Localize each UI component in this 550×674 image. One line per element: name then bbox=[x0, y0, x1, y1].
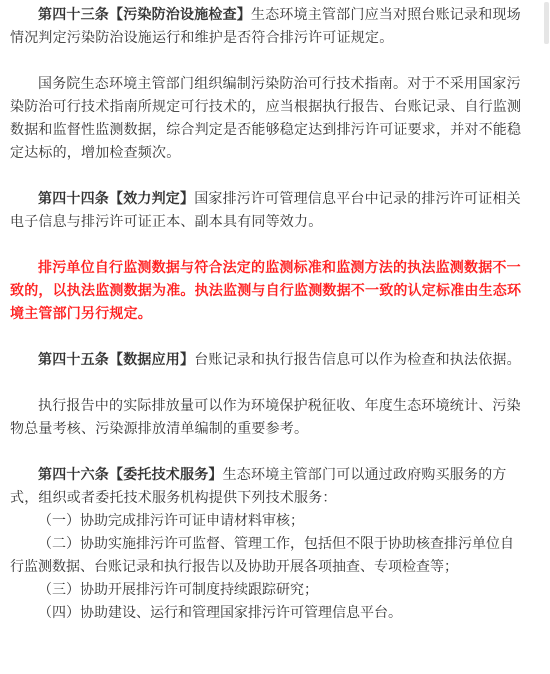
article-43 bbox=[10, 4, 522, 50]
article-43-paragraph-2: 国务院生态环境主管部门组织编制污染防治可行技术指南。对于不采用国家污染防治可行技术指南所规定可行技术的，应当根据执行报告、台账记录、自行监测数据和监督性监测数据，综合判定是否能够稳定达到排污许可证要求，并对不能稳定达标的，增加检查频次。 bbox=[10, 76, 522, 161]
scrollbar-thumb[interactable] bbox=[544, 2, 549, 44]
article-45-body: 台账记录和执行报告信息可以作为检查和执法依据。 bbox=[194, 352, 521, 368]
article-43-body: 生态环境主管部门应当对照台账记录和现场情况判定污染防治设施运行和维护是否符合排污许可证规定。 bbox=[10, 7, 521, 46]
article-46-item-4: （四）协助建设、运行和管理国家排污许可管理信息平台。 bbox=[38, 605, 402, 621]
article-44-body: 国家排污许可管理信息平台中记录的排污许可证相关电子信息与排污许可证正本、副本具有同等效力。 bbox=[10, 191, 521, 230]
article-45-title: 第四十五条【数据应用】 bbox=[38, 352, 195, 368]
article-45 bbox=[10, 349, 522, 372]
article-44 bbox=[10, 188, 522, 234]
scrollbar[interactable] bbox=[542, 0, 550, 674]
article-46-body: 生态环境主管部门可以通过政府购买服务的方式，组织或者委托技术服务机构提供下列技术服务： bbox=[10, 467, 507, 506]
article-44-title: 第四十四条【效力判定】 bbox=[38, 191, 195, 207]
article-46-item-3: （三）协助开展排污许可制度持续跟踪研究； bbox=[38, 582, 318, 598]
article-46-item-1: （一）协助完成排污许可证申请材料审核； bbox=[38, 513, 304, 529]
article-46-title: 第四十六条【委托技术服务】 bbox=[38, 467, 223, 483]
article-46 bbox=[10, 464, 522, 510]
article-44-highlight: 排污单位自行监测数据与符合法定的监测标准和监测方法的执法监测数据不一致的，以执法监测数据为准。执法监测与自行监测数据不一致的认定标准由生态环境主管部门另行规定。 bbox=[10, 260, 522, 322]
article-46-item-2: （二）协助实施排污许可监督、管理工作，包括但不限于协助核查排污单位自行监测数据、台账记录和执行报告以及协助开展各项抽查、专项检查等； bbox=[10, 536, 514, 575]
document-body bbox=[10, 0, 522, 625]
article-45-paragraph-2: 执行报告中的实际排放量可以作为环境保护税征收、年度生态环境统计、污染物总量考核、污染源排放清单编制的重要参考。 bbox=[10, 398, 521, 437]
article-43-title: 第四十三条【污染防治设施检查】 bbox=[38, 7, 251, 23]
